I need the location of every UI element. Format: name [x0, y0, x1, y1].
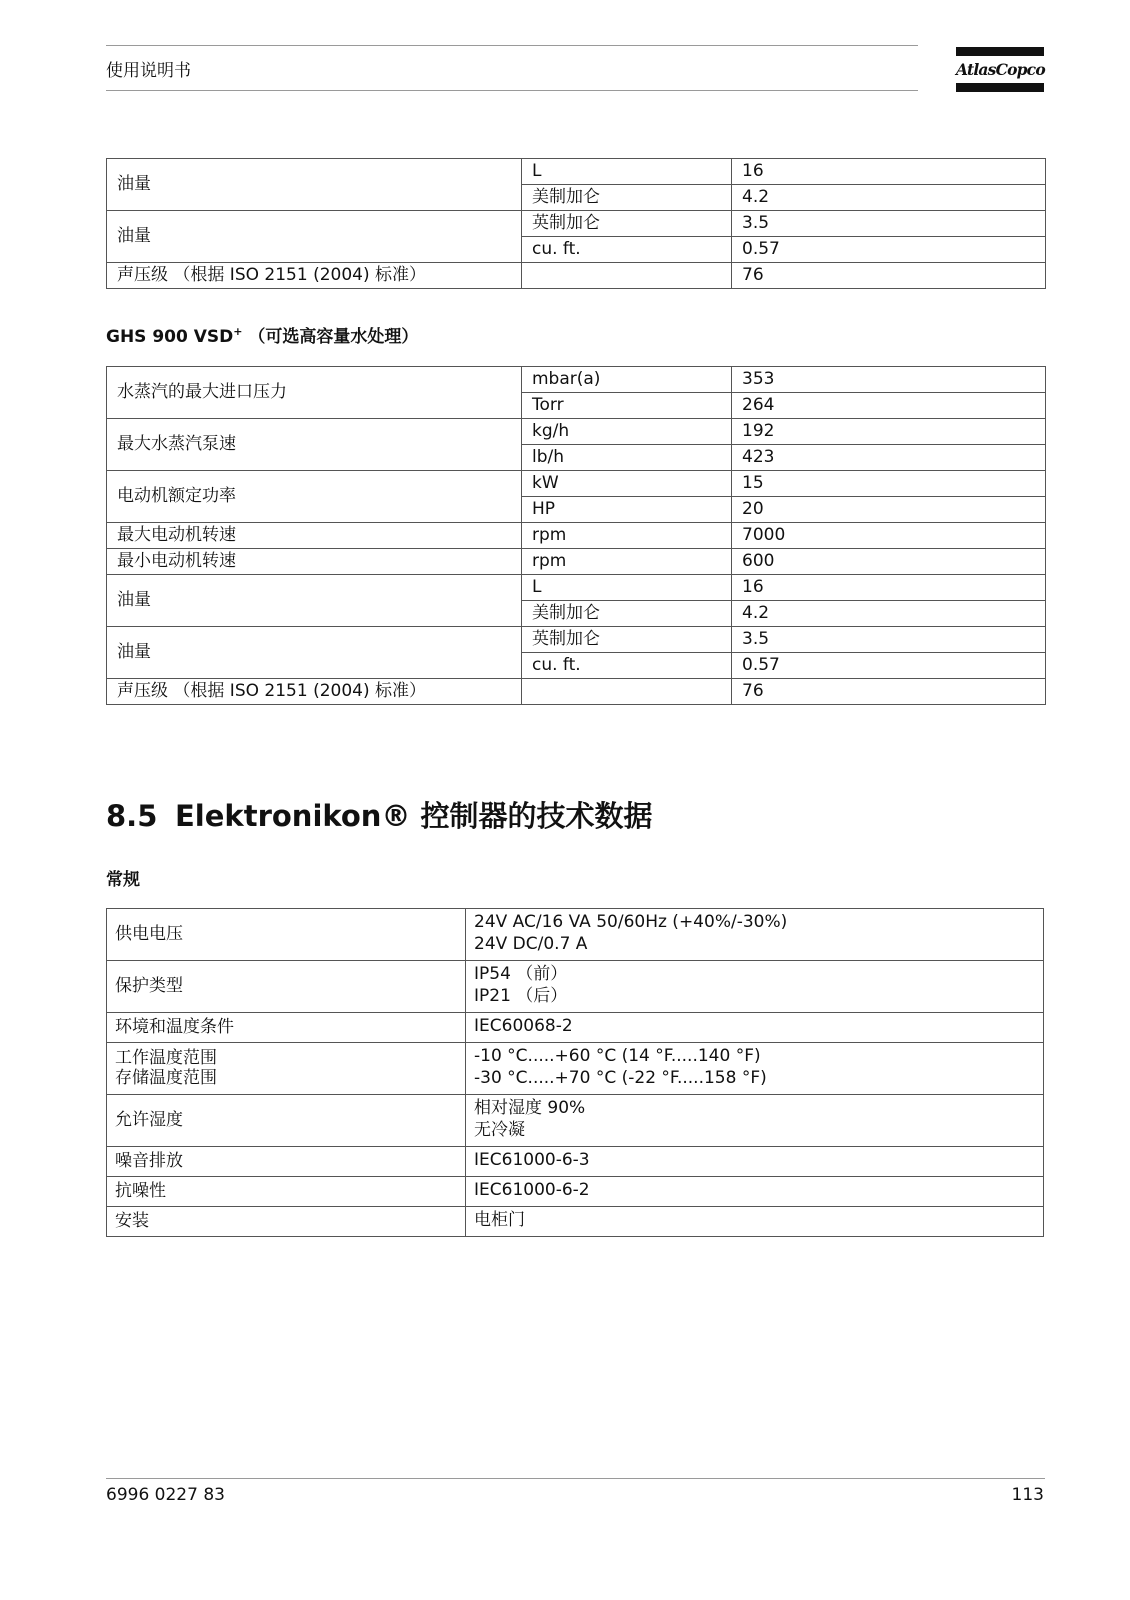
row-label [107, 1207, 466, 1237]
section-heading [106, 794, 653, 835]
value-cell [466, 1095, 1044, 1147]
row-label: 电动机额定功率 [107, 471, 522, 523]
label-line: 工作温度范围 [115, 1048, 217, 1068]
table-row [107, 1095, 1044, 1147]
label-line: 环境和温度条件 [115, 1017, 234, 1037]
row-label [107, 961, 466, 1013]
unit-cell: mbar(a) [522, 367, 732, 393]
row-label: 声压级 （根据 ISO 2151 (2004) 标准） [107, 679, 522, 705]
table-row [107, 679, 1046, 705]
unit-cell: cu. ft. [522, 237, 732, 263]
table-row [107, 961, 1044, 1013]
unit-cell: lb/h [522, 445, 732, 471]
row-label: 油量 [107, 211, 522, 263]
controller-general-table [106, 908, 1044, 1237]
row-label: 水蒸汽的最大进口压力 [107, 367, 522, 419]
label-line: 安装 [115, 1211, 149, 1231]
unit-cell: 英制加仑 [522, 627, 732, 653]
value-line: IEC61000-6-3 [474, 1150, 590, 1170]
value-cell: 20 [732, 497, 1046, 523]
general-heading: 常规 [106, 870, 140, 890]
value-cell [466, 1043, 1044, 1095]
value-cell: 4.2 [732, 601, 1046, 627]
value-cell [466, 1147, 1044, 1177]
page-number: 113 [1011, 1485, 1044, 1505]
table-row [107, 1177, 1044, 1207]
table-row [107, 419, 1046, 445]
label-line: 保护类型 [115, 976, 183, 996]
header-rule-bottom [106, 90, 918, 91]
unit-cell: L [522, 575, 732, 601]
unit-cell: rpm [522, 549, 732, 575]
document-number: 6996 0227 83 [106, 1485, 225, 1505]
ghs-900-heading [106, 322, 418, 347]
logo-bar-top [956, 47, 1044, 56]
ghs-specs-table [106, 366, 1046, 705]
row-label: 最小电动机转速 [107, 549, 522, 575]
table-row [107, 263, 1046, 289]
section-title-text: Elektronikon® 控制器的技术数据 [175, 799, 653, 833]
unit-cell: kW [522, 471, 732, 497]
value-cell: 0.57 [732, 653, 1046, 679]
label-line: 存储温度范围 [115, 1068, 217, 1088]
table-row [107, 211, 1046, 237]
unit-cell: 英制加仑 [522, 211, 732, 237]
model-suffix: （可选高容量水处理） [242, 327, 419, 347]
value-cell: 600 [732, 549, 1046, 575]
table-row [107, 159, 1046, 185]
row-label [107, 1177, 466, 1207]
section-number: 8.5 [106, 799, 158, 833]
value-cell: 4.2 [732, 185, 1046, 211]
value-line: IP54 （前） [474, 964, 568, 984]
value-line: IP21 （后） [474, 986, 568, 1006]
value-line: 电柜门 [474, 1210, 525, 1230]
row-label: 最大水蒸汽泵速 [107, 419, 522, 471]
value-cell [466, 1013, 1044, 1043]
unit-cell: kg/h [522, 419, 732, 445]
header-rule-top [106, 45, 918, 46]
value-line: IEC61000-6-2 [474, 1180, 590, 1200]
table-row [107, 909, 1044, 961]
value-cell [466, 909, 1044, 961]
value-cell [466, 1207, 1044, 1237]
value-cell: 7000 [732, 523, 1046, 549]
label-line: 供电电压 [115, 924, 183, 944]
value-cell: 192 [732, 419, 1046, 445]
table-row [107, 367, 1046, 393]
value-cell: 3.5 [732, 627, 1046, 653]
row-label: 最大电动机转速 [107, 523, 522, 549]
logo-bar-bottom [956, 83, 1044, 92]
value-cell: 0.57 [732, 237, 1046, 263]
unit-cell: Torr [522, 393, 732, 419]
row-label: 油量 [107, 159, 522, 211]
unit-cell: L [522, 159, 732, 185]
document-title: 使用说明书 [106, 61, 191, 81]
row-label [107, 1095, 466, 1147]
table-row [107, 1013, 1044, 1043]
value-line: 相对湿度 90% [474, 1098, 586, 1118]
value-cell: 16 [732, 159, 1046, 185]
label-line: 噪音排放 [115, 1151, 183, 1171]
model-name: GHS 900 VSD [106, 327, 234, 347]
table-row [107, 1207, 1044, 1237]
oil-quantity-table [106, 158, 1046, 289]
row-label: 声压级 （根据 ISO 2151 (2004) 标准） [107, 263, 522, 289]
logo-text: AtlasCopco [956, 60, 1045, 79]
label-line: 抗噪性 [115, 1181, 166, 1201]
unit-cell: rpm [522, 523, 732, 549]
value-cell: 3.5 [732, 211, 1046, 237]
value-cell: 76 [732, 679, 1046, 705]
unit-cell: 美制加仑 [522, 185, 732, 211]
row-label: 油量 [107, 627, 522, 679]
table-row [107, 1147, 1044, 1177]
table-row [107, 523, 1046, 549]
value-line: -10 °C.....+60 °C (14 °F.....140 °F) [474, 1046, 761, 1066]
label-line: 允许湿度 [115, 1110, 183, 1130]
value-cell: 76 [732, 263, 1046, 289]
value-cell: 16 [732, 575, 1046, 601]
value-cell: 15 [732, 471, 1046, 497]
row-label: 油量 [107, 575, 522, 627]
table-row [107, 549, 1046, 575]
row-label [107, 1043, 466, 1095]
unit-cell: 美制加仑 [522, 601, 732, 627]
value-cell [466, 1177, 1044, 1207]
value-cell: 264 [732, 393, 1046, 419]
unit-cell [522, 263, 732, 289]
model-superscript: + [233, 325, 243, 338]
unit-cell: HP [522, 497, 732, 523]
value-line: -30 °C.....+70 °C (-22 °F.....158 °F) [474, 1068, 767, 1088]
table-row [107, 471, 1046, 497]
table-row [107, 575, 1046, 601]
row-label [107, 1013, 466, 1043]
table-row [107, 627, 1046, 653]
value-line: 24V DC/0.7 A [474, 934, 588, 954]
unit-cell [522, 679, 732, 705]
value-line: 24V AC/16 VA 50/60Hz (+40%/-30%) [474, 912, 788, 932]
value-line: 无冷凝 [474, 1120, 525, 1140]
value-cell: 353 [732, 367, 1046, 393]
value-cell: 423 [732, 445, 1046, 471]
row-label [107, 909, 466, 961]
unit-cell: cu. ft. [522, 653, 732, 679]
atlas-copco-logo [956, 47, 1044, 93]
value-line: IEC60068-2 [474, 1016, 573, 1036]
footer-rule [106, 1478, 1045, 1479]
row-label [107, 1147, 466, 1177]
value-cell [466, 961, 1044, 1013]
table-row [107, 1043, 1044, 1095]
